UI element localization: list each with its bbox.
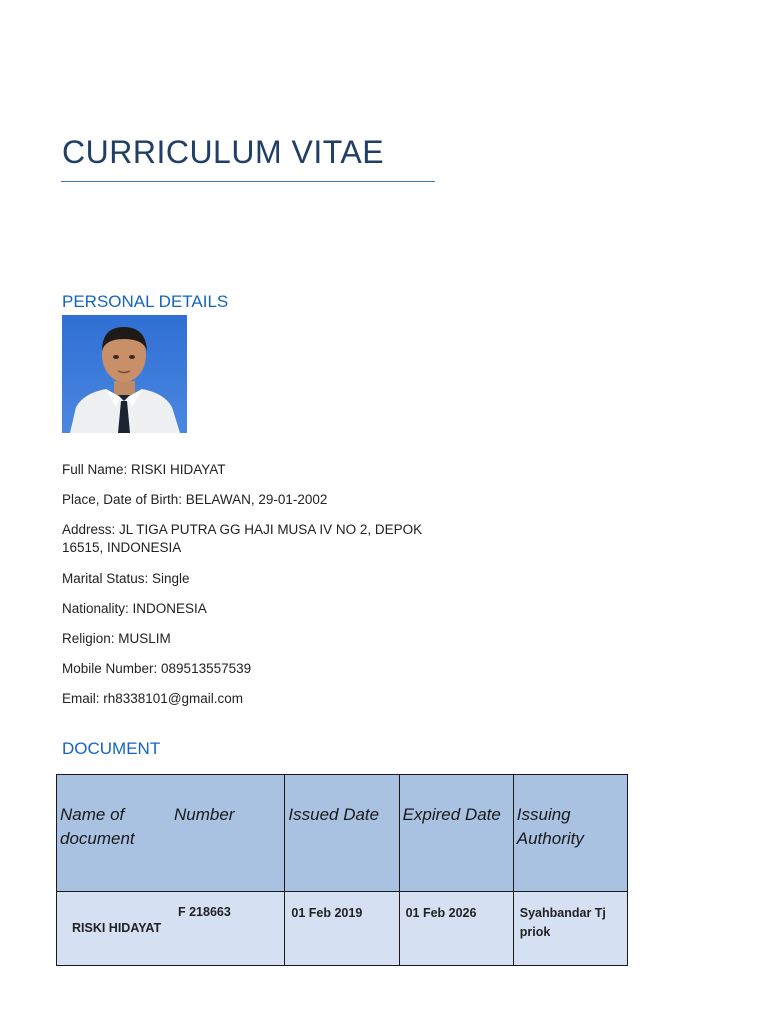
expired-date-cell: 01 Feb 2026 (399, 892, 513, 966)
column-header-name-label: Name of document (60, 805, 135, 848)
document-heading: DOCUMENT (62, 739, 161, 758)
mobile-number: Mobile Number: 089513557539 (62, 661, 252, 676)
table-row (57, 892, 628, 966)
document-name-cell (57, 892, 285, 966)
column-header-issued-date: Issued Date (285, 775, 399, 892)
full-name: Full Name: RISKI HIDAYAT (62, 462, 226, 477)
address: Address: JL TIGA PUTRA GG HAJI MUSA IV NO 2, DEPOK 16515, INDONESIA (62, 522, 423, 555)
document-table (56, 774, 628, 966)
table-header-row (57, 775, 628, 892)
column-header-name (57, 775, 285, 892)
column-header-number: Number (174, 805, 235, 824)
issued-date-cell: 01 Feb 2019 (285, 892, 399, 966)
nationality: Nationality: INDONESIA (62, 601, 207, 616)
column-header-expired-date: Expired Date (399, 775, 513, 892)
religion: Religion: MUSLIM (62, 631, 171, 646)
profile-photo (62, 315, 187, 433)
issuing-authority-cell: Syahbandar Tj priok (513, 892, 627, 966)
email: Email: rh8338101@gmail.com (62, 691, 244, 706)
document-holder-name: RISKI HIDAYAT (72, 921, 162, 935)
column-header-issuing-authority: Issuing Authority (513, 775, 627, 892)
title-divider (61, 181, 435, 182)
place-date-of-birth: Place, Date of Birth: BELAWAN, 29-01-2002 (62, 492, 328, 507)
personal-details-heading: PERSONAL DETAILS (62, 292, 229, 311)
page-title: CURRICULUM VITAE (62, 134, 385, 170)
marital-status: Marital Status: Single (62, 571, 190, 586)
document-number: F 218663 (178, 905, 231, 919)
